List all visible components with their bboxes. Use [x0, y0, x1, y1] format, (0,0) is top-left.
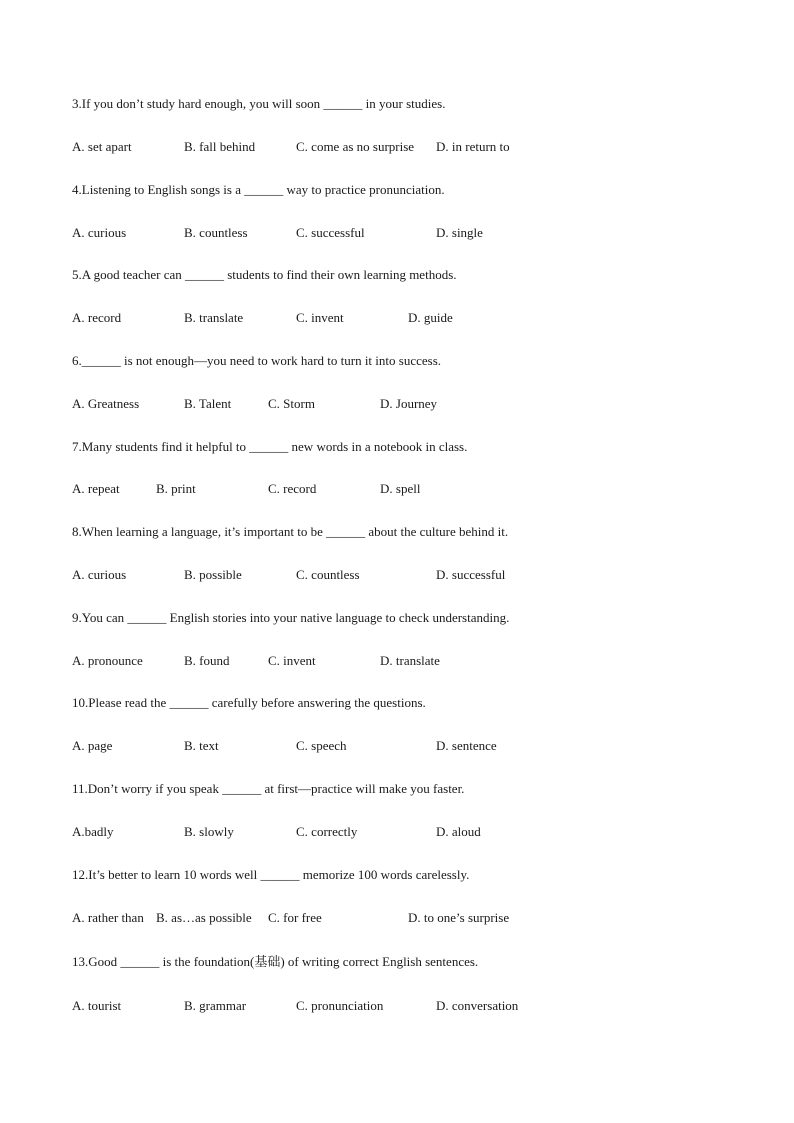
question-6-options	[72, 395, 772, 413]
question-12-options	[72, 909, 772, 927]
option-d: D. to one’s surprise	[408, 910, 510, 925]
option-c: C. record	[268, 481, 317, 496]
option-d: D. guide	[408, 310, 453, 325]
option-b: B. found	[184, 653, 230, 668]
question-5-options	[72, 309, 772, 327]
option-d: D. successful	[436, 567, 506, 582]
option-b: B. text	[184, 738, 219, 753]
question-7-options	[72, 480, 772, 498]
option-d: D. in return to	[436, 139, 510, 154]
option-a: A.badly	[72, 824, 114, 839]
option-d: D. sentence	[436, 738, 497, 753]
option-c: C. speech	[296, 738, 347, 753]
option-b: B. grammar	[184, 998, 247, 1013]
question-13-options	[72, 997, 772, 1015]
option-b: B. countless	[184, 225, 248, 240]
question-7-stem: 7.Many students find it helpful to ______ new words in a notebook in class.	[72, 439, 468, 454]
question-11-stem: 11.Don’t worry if you speak ______ at first—practice will make you faster.	[72, 781, 465, 796]
option-a: A. rather than	[72, 910, 144, 925]
option-a: A. pronounce	[72, 653, 143, 668]
question-12-stem: 12.It’s better to learn 10 words well ______ memorize 100 words carelessly.	[72, 867, 470, 882]
option-a: A. page	[72, 738, 113, 753]
option-b: B. as…as possible	[156, 910, 252, 925]
option-d: D. spell	[380, 481, 421, 496]
question-9-stem: 9.You can ______ English stories into your native language to check understanding.	[72, 610, 510, 625]
option-a: A. repeat	[72, 481, 120, 496]
option-d: D. translate	[380, 653, 440, 668]
option-c: C. invent	[296, 310, 344, 325]
question-8-options	[72, 566, 772, 584]
question-10-stem: 10.Please read the ______ carefully before answering the questions.	[72, 695, 426, 710]
option-c: C. successful	[296, 225, 365, 240]
option-c: C. for free	[268, 910, 322, 925]
option-a: A. Greatness	[72, 396, 140, 411]
option-c: C. countless	[296, 567, 360, 582]
option-b: B. translate	[184, 310, 244, 325]
question-5-stem: 5.A good teacher can ______ students to find their own learning methods.	[72, 267, 457, 282]
option-a: A. tourist	[72, 998, 122, 1013]
question-13-stem: 13.Good ______ is the foundation(基础) of writing correct English sentences.	[72, 954, 479, 969]
option-a: A. curious	[72, 567, 127, 582]
option-b: B. fall behind	[184, 139, 256, 154]
question-3-options	[72, 138, 772, 156]
option-d: D. aloud	[436, 824, 481, 839]
option-b: B. Talent	[184, 396, 232, 411]
option-a: A. curious	[72, 225, 127, 240]
question-11-options	[72, 823, 772, 841]
option-c: C. invent	[268, 653, 316, 668]
question-4-options	[72, 224, 772, 242]
option-b: B. possible	[184, 567, 242, 582]
option-c: C. correctly	[296, 824, 358, 839]
option-c: C. Storm	[268, 396, 315, 411]
question-10-options	[72, 737, 772, 755]
option-a: A. set apart	[72, 139, 132, 154]
option-b: B. slowly	[184, 824, 234, 839]
option-b: B. print	[156, 481, 196, 496]
option-d: D. single	[436, 225, 483, 240]
option-d: D. conversation	[436, 998, 519, 1013]
question-3-stem: 3.If you don’t study hard enough, you will soon ______ in your studies.	[72, 96, 446, 111]
option-c: C. come as no surprise	[296, 139, 415, 154]
option-a: A. record	[72, 310, 122, 325]
option-d: D. Journey	[380, 396, 438, 411]
question-4-stem: 4.Listening to English songs is a ______ way to practice pronunciation.	[72, 182, 445, 197]
question-8-stem: 8.When learning a language, it’s important to be ______ about the culture behind it.	[72, 524, 509, 539]
question-9-options	[72, 652, 772, 670]
question-6-stem: 6.______ is not enough—you need to work hard to turn it into success.	[72, 353, 442, 368]
option-c: C. pronunciation	[296, 998, 384, 1013]
